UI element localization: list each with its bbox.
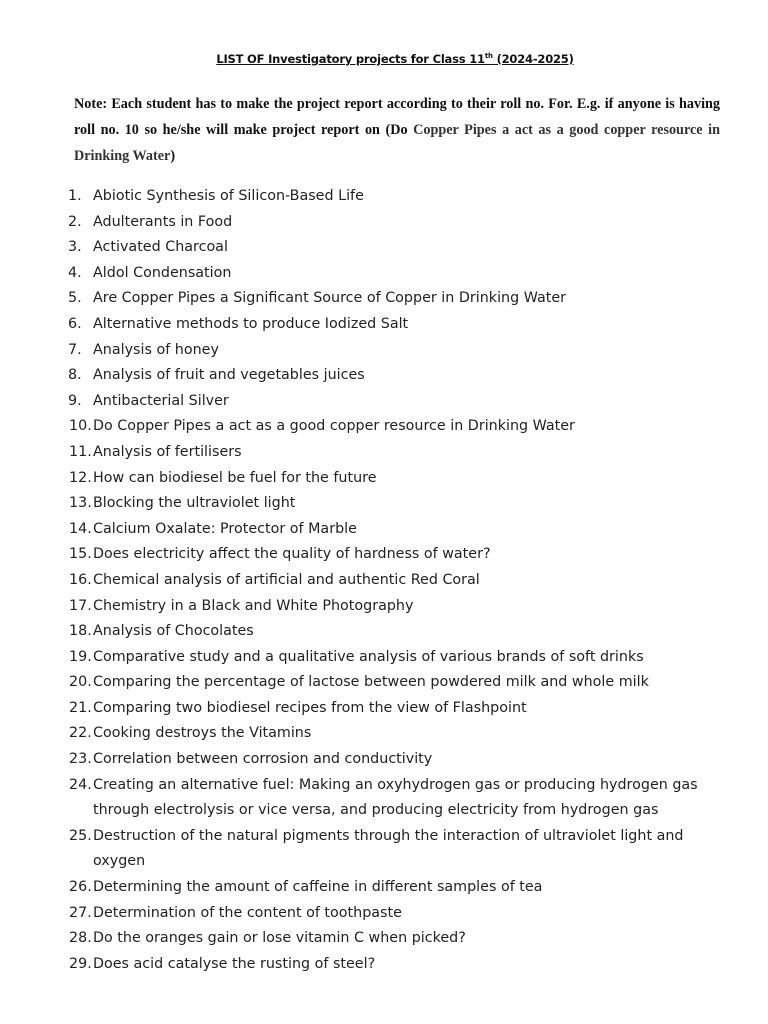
- project-title: Analysis of fruit and vegetables juices: [93, 367, 365, 384]
- project-number: 8.: [68, 367, 82, 384]
- project-number: 27.: [69, 904, 92, 921]
- project-list-item: [0, 414, 713, 440]
- project-list-item: [0, 747, 713, 773]
- project-number: 16.: [69, 571, 92, 588]
- project-list-item: [0, 619, 713, 645]
- project-list-item: [0, 875, 713, 901]
- project-title: Comparative study and a qualitative analysis of various brands of soft drinks: [93, 648, 644, 665]
- project-title: Alternative methods to produce Iodized Salt: [93, 315, 409, 332]
- project-title: Chemical analysis of artificial and authentic Red Coral: [93, 571, 480, 588]
- project-number: 10.: [69, 418, 92, 435]
- project-list-item: [0, 184, 713, 210]
- project-title: Activated Charcoal: [93, 239, 228, 256]
- project-list-item: [0, 517, 713, 543]
- project-number: 2.: [68, 213, 82, 230]
- project-list-item: [0, 491, 713, 517]
- project-number: 14.: [69, 520, 92, 537]
- project-number: 22.: [69, 725, 92, 742]
- project-number: 20.: [69, 674, 92, 691]
- project-title: Adulterants in Food: [93, 213, 233, 230]
- project-title: Calcium Oxalate: Protector of Marble: [93, 520, 357, 537]
- project-list-item: [0, 901, 713, 927]
- project-number: 3.: [68, 239, 82, 256]
- project-list-item: [0, 389, 713, 415]
- project-list-item: [0, 312, 713, 338]
- project-number: 29.: [69, 955, 92, 972]
- title-main: LIST OF Investigatory projects for Class 11: [216, 52, 485, 66]
- project-title: Determining the amount of caffeine in different samples of tea: [93, 879, 543, 896]
- project-number: 7.: [68, 341, 82, 358]
- project-list-item: [0, 594, 713, 620]
- project-list-item: [0, 542, 713, 568]
- project-number: 28.: [69, 930, 92, 947]
- project-list-item: [0, 286, 713, 312]
- project-number: 23.: [69, 751, 92, 768]
- project-number: 4.: [68, 264, 82, 281]
- project-list-item: [0, 440, 713, 466]
- project-title: Antibacterial Silver: [93, 392, 229, 409]
- project-list-item: [0, 568, 713, 594]
- project-list-item: [0, 261, 713, 287]
- project-number: 6.: [68, 315, 82, 332]
- project-list-item: [0, 363, 713, 389]
- project-list-item: [0, 824, 713, 875]
- project-title: Comparing the percentage of lactose between powdered milk and whole milk: [93, 674, 649, 691]
- project-title: Chemistry in a Black and White Photography: [93, 597, 414, 614]
- project-number: 12.: [69, 469, 92, 486]
- project-title: Determination of the content of toothpaste: [93, 904, 402, 921]
- project-title: Do Copper Pipes a act as a good copper resource in Drinking Water: [93, 418, 575, 435]
- project-number: 18.: [69, 623, 92, 640]
- project-title: Analysis of fertilisers: [93, 443, 242, 460]
- project-list-item: [0, 952, 713, 978]
- project-title: Correlation between corrosion and conductivity: [93, 751, 433, 768]
- project-list-item: [0, 926, 713, 952]
- project-title: Destruction of the natural pigments through the interaction of ultraviolet light and oxygen: [93, 827, 684, 870]
- project-list-item: [0, 773, 713, 824]
- project-number: 19.: [69, 648, 92, 665]
- project-list-item: [0, 696, 713, 722]
- project-title: Analysis of honey: [93, 341, 219, 358]
- title-superscript: th: [484, 52, 493, 61]
- project-list-item: [0, 235, 713, 261]
- project-list-item: [0, 338, 713, 364]
- title-year: (2024-2025): [492, 52, 574, 66]
- project-number: 5.: [68, 290, 82, 307]
- project-list-item: [0, 721, 713, 747]
- note-suffix: ): [170, 148, 176, 164]
- project-number: 9.: [68, 392, 82, 409]
- project-title: Does electricity affect the quality of hardness of water?: [93, 546, 491, 563]
- instruction-note: [74, 91, 720, 169]
- project-number: 26.: [69, 879, 92, 896]
- project-list: [0, 184, 768, 977]
- project-number: 15.: [69, 546, 92, 563]
- project-list-item: [0, 670, 713, 696]
- project-title: How can biodiesel be fuel for the future: [93, 469, 377, 486]
- project-list-item: [0, 645, 713, 671]
- document-title: [0, 52, 768, 66]
- project-list-item: [0, 466, 713, 492]
- project-title: Do the oranges gain or lose vitamin C when picked?: [93, 930, 466, 947]
- project-list-item: [0, 210, 713, 236]
- project-title: Are Copper Pipes a Significant Source of Copper in Drinking Water: [93, 290, 566, 307]
- project-title: Aldol Condensation: [93, 264, 232, 281]
- project-title: Cooking destroys the Vitamins: [93, 725, 312, 742]
- project-number: 17.: [69, 597, 92, 614]
- note-highlight: Copper Pipes a act as a good copper resource in Drinking Water: [74, 122, 720, 164]
- project-title: Analysis of Chocolates: [93, 623, 254, 640]
- project-number: 11.: [69, 443, 92, 460]
- note-prefix: Note: Each student has to make the project report according to their roll no. For. E.g. if anyone is having roll no. 10 so he/she will make project report on (Do: [74, 96, 720, 138]
- project-title: Abiotic Synthesis of Silicon-Based Life: [93, 188, 364, 204]
- project-number: 21.: [69, 699, 92, 716]
- project-number: 1.: [68, 188, 82, 204]
- project-title: Creating an alternative fuel: Making an oxyhydrogen gas or producing hydrogen gas through electrolysis or vice versa, and producing electricity from hydrogen gas: [93, 776, 698, 819]
- project-number: 13.: [69, 495, 92, 512]
- project-title: Does acid catalyse the rusting of steel?: [93, 955, 376, 972]
- project-title: Comparing two biodiesel recipes from the view of Flashpoint: [93, 699, 527, 716]
- project-number: 25.: [69, 827, 92, 844]
- project-number: 24.: [69, 776, 92, 793]
- project-title: Blocking the ultraviolet light: [93, 495, 296, 512]
